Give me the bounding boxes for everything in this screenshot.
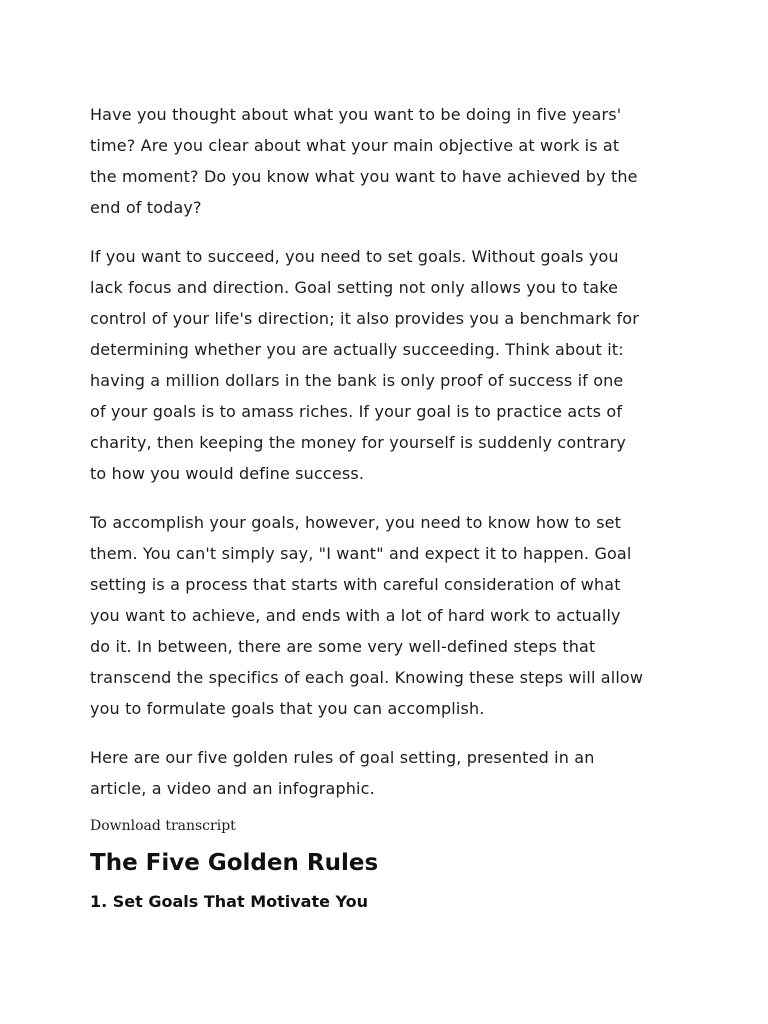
article-body [90, 99, 690, 914]
subsection-heading: 1. Set Goals That Motivate You [90, 892, 369, 911]
body-paragraph: If you want to succeed, you need to set goals. Without goals you lack focus and direction. Goal setting not only allows you to take control of your life's direction; it also provides you a benchmark for determining whether you are actually succeeding. Think about it: having a million dollars in the bank is only proof of success if one of your goals is to amass riches. If your goal is to practice acts of charity, then keeping the money for yourself is suddenly contrary to how you would define success. [90, 247, 639, 483]
intro-paragraph: Have you thought about what you want to be doing in five years' time? Are you clear about what your main objective at work is at the moment? Do you know what you want to have achieved by the end of today? [90, 105, 638, 217]
body-paragraph: Here are our five golden rules of goal setting, presented in an article, a video and an infographic. [90, 748, 595, 798]
section-heading: The Five Golden Rules [90, 850, 379, 876]
body-paragraph: To accomplish your goals, however, you need to know how to set them. You can't simply say, "I want" and expect it to happen. Goal setting is a process that starts with careful consideration of what you want to achieve, and ends with a lot of hard work to actually do it. In between, there are some very well-defined steps that transcend the specifics of each goal. Knowing these steps will allow you to formulate goals that you can accomplish. [90, 513, 644, 718]
download-transcript-link[interactable]: Download transcript [90, 818, 236, 834]
